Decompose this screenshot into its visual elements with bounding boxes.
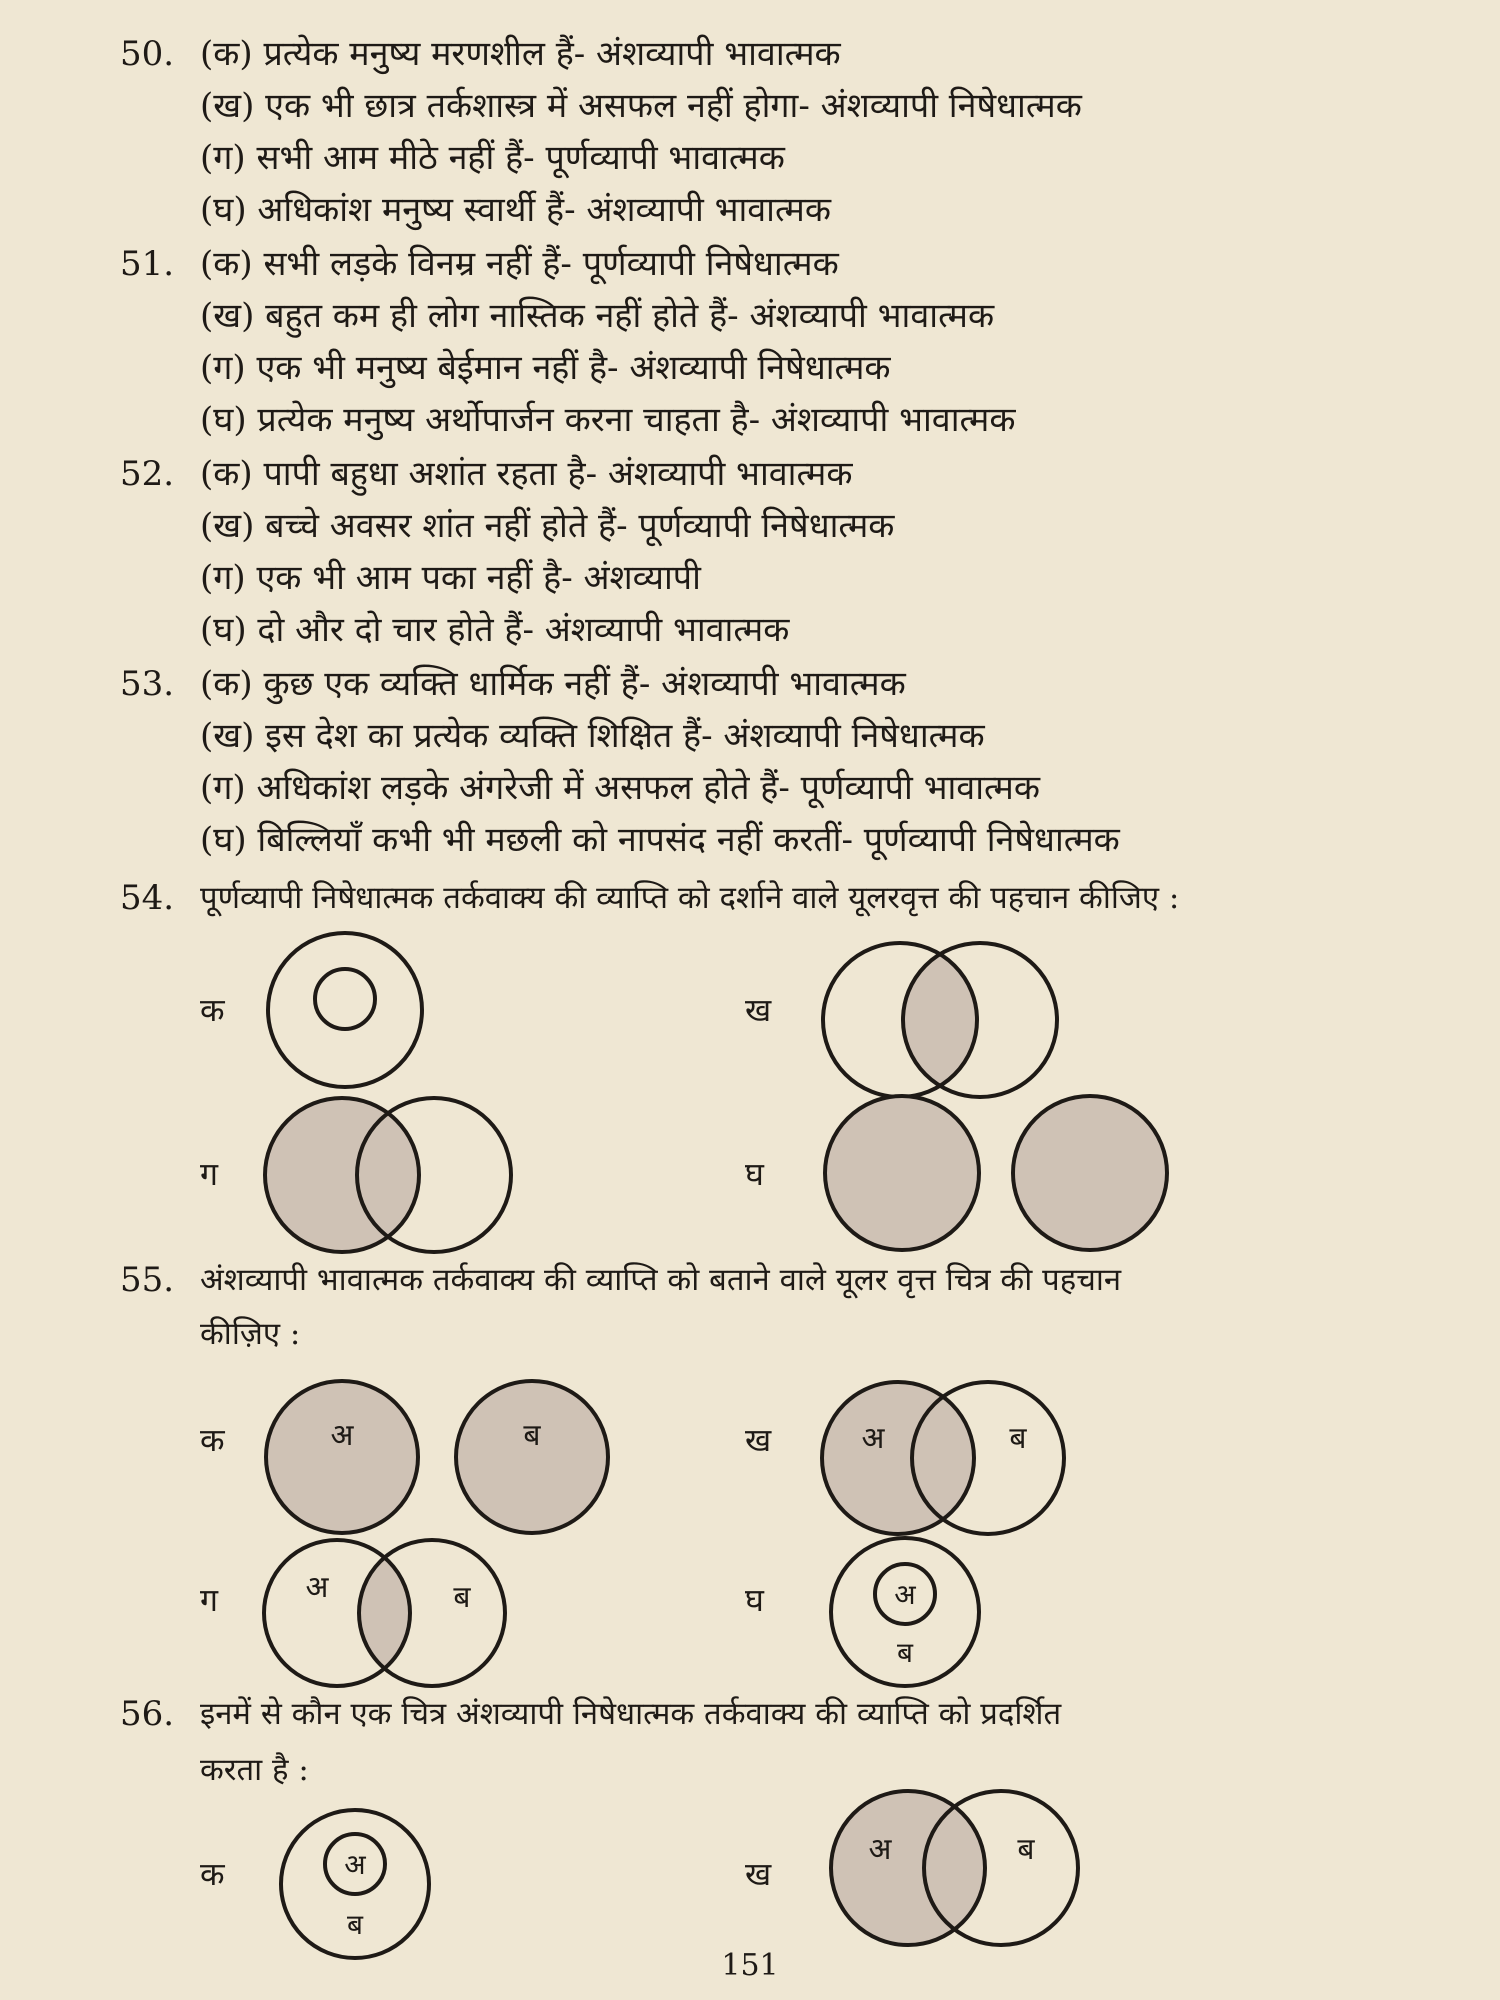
- set-label-b: ब: [453, 1580, 471, 1615]
- option-kha: (ख) बच्चे अवसर शांत नहीं होते हैं- पूर्णव्यापी निषेधात्मक: [200, 506, 895, 546]
- circle-a-shaded: [822, 1382, 974, 1534]
- option-label-ka: क: [200, 1421, 225, 1459]
- question-53: [0, 664, 1500, 860]
- question-text-line1: इनमें से कौन एक चित्र अंशव्यापी निषेधात्मक तर्कवाक्य की व्याप्ति को प्रदर्शित: [200, 1696, 1062, 1732]
- question-54: [0, 878, 1500, 1198]
- set-label-a: अ: [344, 1848, 366, 1881]
- circle-a-shaded: [266, 1381, 418, 1533]
- set-label-b: ब: [1017, 1832, 1035, 1867]
- question-text-line2: कीज़िए :: [200, 1316, 301, 1352]
- question-number: 50.: [120, 34, 175, 74]
- option-ga: (ग) एक भी आम पका नहीं है- अंशव्यापी: [200, 558, 701, 598]
- euler-diagram-56-ka: [275, 1800, 435, 1970]
- question-52: [0, 454, 1500, 650]
- option-label-ka: क: [200, 991, 225, 1029]
- option-ka: (क) कुछ एक व्यक्ति धार्मिक नहीं हैं- अंशव्यापी भावात्मक: [200, 664, 906, 704]
- option-gha: (घ) प्रत्येक मनुष्य अर्थोपार्जन करना चाहता है- अंशव्यापी भावात्मक: [200, 400, 1016, 440]
- question-50: [0, 34, 1500, 230]
- option-label-kha: ख: [745, 991, 772, 1029]
- euler-diagram-55-kha: [818, 1376, 1078, 1541]
- question-55: [0, 1260, 1500, 1360]
- set-label-b: ब: [523, 1418, 541, 1453]
- option-ka: (क) सभी लड़के विनम्र नहीं हैं- पूर्णव्यापी निषेधात्मक: [200, 244, 839, 284]
- outer-circle: [268, 933, 422, 1087]
- option-kha: (ख) बहुत कम ही लोग नास्तिक नहीं होते हैं- अंशव्यापी भावात्मक: [200, 296, 995, 336]
- question-number: 56.: [120, 1694, 175, 1734]
- question-text-line2: करता है :: [200, 1752, 309, 1788]
- question-51: [0, 244, 1500, 440]
- page-number: 151: [721, 1948, 779, 1983]
- option-ga: (ग) एक भी मनुष्य बेईमान नहीं है- अंशव्यापी निषेधात्मक: [200, 348, 891, 388]
- euler-diagram-55-ka: [262, 1375, 612, 1540]
- left-circle-shaded: [265, 1098, 419, 1252]
- option-label-gha: घ: [745, 1155, 764, 1193]
- euler-diagram-54-ka: [260, 925, 430, 1095]
- question-number: 52.: [120, 454, 175, 494]
- option-label-kha: ख: [745, 1855, 772, 1893]
- question-number: 55.: [120, 1260, 175, 1300]
- set-label-b: ब: [897, 1636, 913, 1669]
- set-label-a: अ: [868, 1832, 892, 1867]
- option-ka: (क) पापी बहुधा अशांत रहता है- अंशव्यापी भावात्मक: [200, 454, 853, 494]
- right-circle-shaded: [1013, 1096, 1167, 1250]
- option-ga: (ग) अधिकांश लड़के अंगरेजी में असफल होते हैं- पूर्णव्यापी भावात्मक: [200, 768, 1041, 808]
- option-ka: (क) प्रत्येक मनुष्य मरणशील हैं- अंशव्यापी भावात्मक: [200, 34, 841, 74]
- euler-diagram-55-ga: [262, 1535, 522, 1695]
- euler-diagram-54-ga: [262, 1090, 522, 1260]
- option-gha: (घ) अधिकांश मनुष्य स्वार्थी हैं- अंशव्यापी भावात्मक: [200, 190, 831, 230]
- set-label-a: अ: [305, 1570, 329, 1605]
- left-circle-shaded: [825, 1096, 979, 1250]
- euler-diagram-54-kha: [815, 935, 1075, 1105]
- option-label-ga: ग: [200, 1581, 219, 1619]
- option-label-kha: ख: [745, 1421, 772, 1459]
- option-label-gha: घ: [745, 1581, 764, 1619]
- question-number: 53.: [120, 664, 175, 704]
- set-label-a: अ: [861, 1421, 885, 1456]
- question-number: 54.: [120, 878, 175, 918]
- set-label-b: ब: [347, 1908, 363, 1941]
- set-label-b: ब: [1009, 1421, 1027, 1456]
- euler-diagram-55-gha: [825, 1530, 985, 1700]
- option-ga: (ग) सभी आम मीठे नहीं हैं- पूर्णव्यापी भावात्मक: [200, 138, 785, 178]
- question-text: पूर्णव्यापी निषेधात्मक तर्कवाक्य की व्याप्ति को दर्शाने वाले यूलरवृत्त की पहचान कीजिए :: [200, 880, 1180, 916]
- circle-a-shaded: [831, 1791, 985, 1945]
- set-label-a: अ: [330, 1418, 354, 1453]
- euler-diagram-54-gha: [822, 1088, 1172, 1258]
- option-kha: (ख) एक भी छात्र तर्कशास्त्र में असफल नहीं होगा- अंशव्यापी निषेधात्मक: [200, 86, 1082, 126]
- circle-b-shaded: [456, 1381, 608, 1533]
- option-kha: (ख) इस देश का प्रत्येक व्यक्ति शिक्षित हैं- अंशव्यापी निषेधात्मक: [200, 716, 985, 756]
- inner-circle: [315, 969, 375, 1029]
- question-number: 51.: [120, 244, 175, 284]
- option-label-ga: ग: [200, 1155, 219, 1193]
- question-text-line1: अंशव्यापी भावात्मक तर्कवाक्य की व्याप्ति को बताने वाले यूलर वृत्त चित्र की पहचान: [200, 1262, 1122, 1298]
- euler-diagram-56-kha: [828, 1783, 1088, 1953]
- option-gha: (घ) बिल्लियाँ कभी भी मछली को नापसंद नहीं करतीं- पूर्णव्यापी निषेधात्मक: [200, 820, 1120, 860]
- question-56: [0, 1694, 1500, 1794]
- option-label-ka: क: [200, 1855, 225, 1893]
- option-gha: (घ) दो और दो चार होते हैं- अंशव्यापी भावात्मक: [200, 610, 790, 650]
- set-label-a: अ: [894, 1578, 916, 1611]
